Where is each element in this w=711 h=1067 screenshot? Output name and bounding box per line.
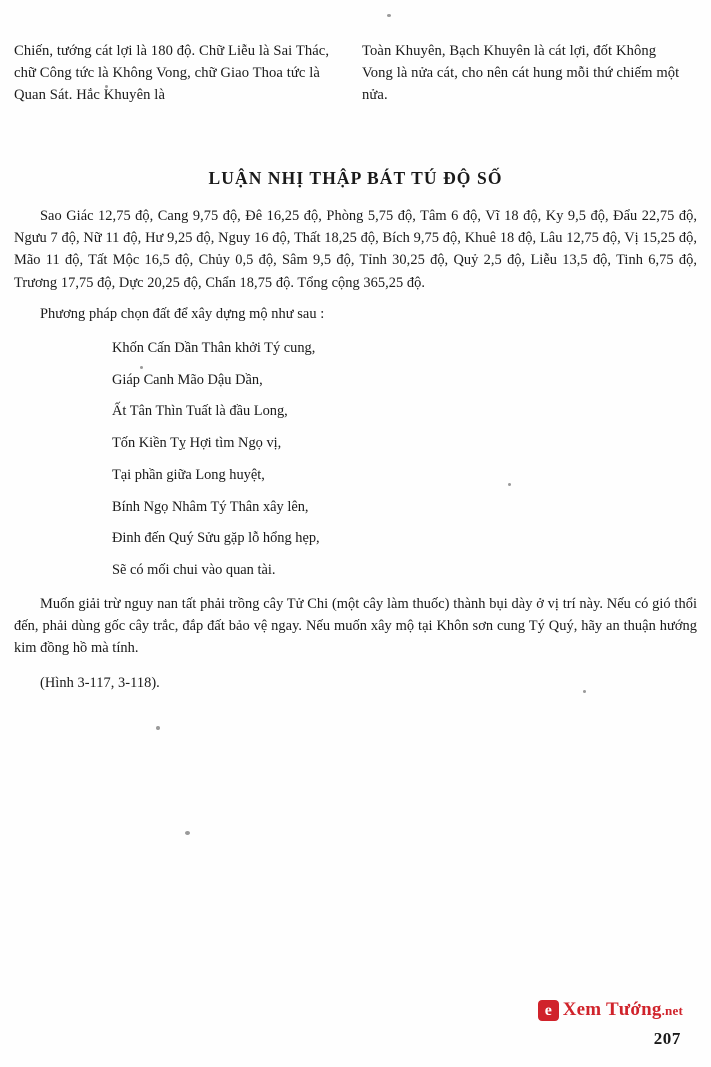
column-right (362, 40, 684, 107)
figure-reference: (Hình 3-117, 3-118). (40, 675, 160, 692)
body-content (14, 205, 697, 696)
verse-line: Giáp Canh Mão Dậu Dần, (112, 371, 263, 388)
verse-line: Đinh đến Quý Sửu gặp lỗ hổng hẹp, (112, 530, 320, 547)
verse-line: Sẽ có mối chui vào quan tài. (112, 562, 276, 578)
two-column-intro (14, 40, 697, 107)
column-left (14, 40, 336, 107)
page-title: LUẬN NHỊ THẬP BÁT TÚ ĐỘ SỐ (208, 168, 503, 188)
watermark-logo (538, 999, 683, 1021)
verse-line: Tốn Kiền Tỵ Hợi tìm Ngọ vị, (112, 435, 282, 452)
watermark-text (563, 999, 683, 1021)
watermark-suffix: .net (661, 1003, 683, 1018)
column-right-text: Toàn Khuyên, Bạch Khuyên là cát lợi, đốt Không Vong là nửa cát, cho nên cát hung mỗi thứ chiếm một nửa. (362, 43, 680, 104)
scan-speck (185, 831, 190, 835)
verse-line: Khốn Cấn Dần Thân khởi Tý cung, (112, 339, 316, 356)
paragraph-closing: Muốn giải trừ nguy nan tất phải trồng cây Tử Chi (một cây làm thuốc) thành bụi dày ở vị trí này. Nếu có gió thổi đến, phải dùng gốc cây trắc, đắp đất bảo vệ ngay. Nếu muốn xây mộ tại Khôn sơn cung Tý Quý, hãy an thuận hướng kim đồng hồ mà tính. (14, 595, 697, 657)
scan-speck (387, 14, 391, 17)
watermark-badge-icon: e (538, 1000, 559, 1021)
column-left-text: Chiến, tướng cát lợi là 180 độ. Chữ Liễu là Sai Thác, chữ Công tức là Không Vong, chữ Giao Thoa tức là Quan Sát. Hắc Khuyên là (14, 43, 330, 104)
verse-line: Ất Tân Thìn Tuất là đầu Long, (112, 403, 288, 420)
watermark-name: Xem Tướng (562, 999, 662, 1020)
verse-line: Bính Ngọ Nhâm Tý Thân xây lên, (112, 498, 309, 515)
paragraph-degrees: Sao Giác 12,75 độ, Cang 9,75 độ, Đê 16,25 độ, Phòng 5,75 độ, Tâm 6 độ, Vĩ 18 độ, Ky 9,5 độ, Đẩu 22,75 độ, Ngưu 7 độ, Nữ 11 độ, Hư 9,25 độ, Nguy 16 độ, Thất 18,25 độ, Bích 9,75 độ, Khuê 18 độ, Lâu 12,75 độ, Vị 15,25 độ, Mão 11 độ, Tất Mộc 16,5 độ, Chủy 0,5 độ, Sâm 9,5 độ, Tỉnh 30,25 độ, Quỷ 2,5 độ, Liễu 13,5 độ, Tinh 6,75 độ, Trương 17,75 độ, Dực 20,25 độ, Chẩn 18,75 độ. Tổng cộng 365,25 độ. (14, 208, 697, 291)
page-number: 207 (653, 1029, 681, 1048)
paragraph-method-intro: Phương pháp chọn đất để xây dựng mộ như sau : (40, 305, 325, 322)
scan-speck (156, 726, 160, 730)
verse-line: Tại phần giữa Long huyệt, (112, 466, 265, 483)
